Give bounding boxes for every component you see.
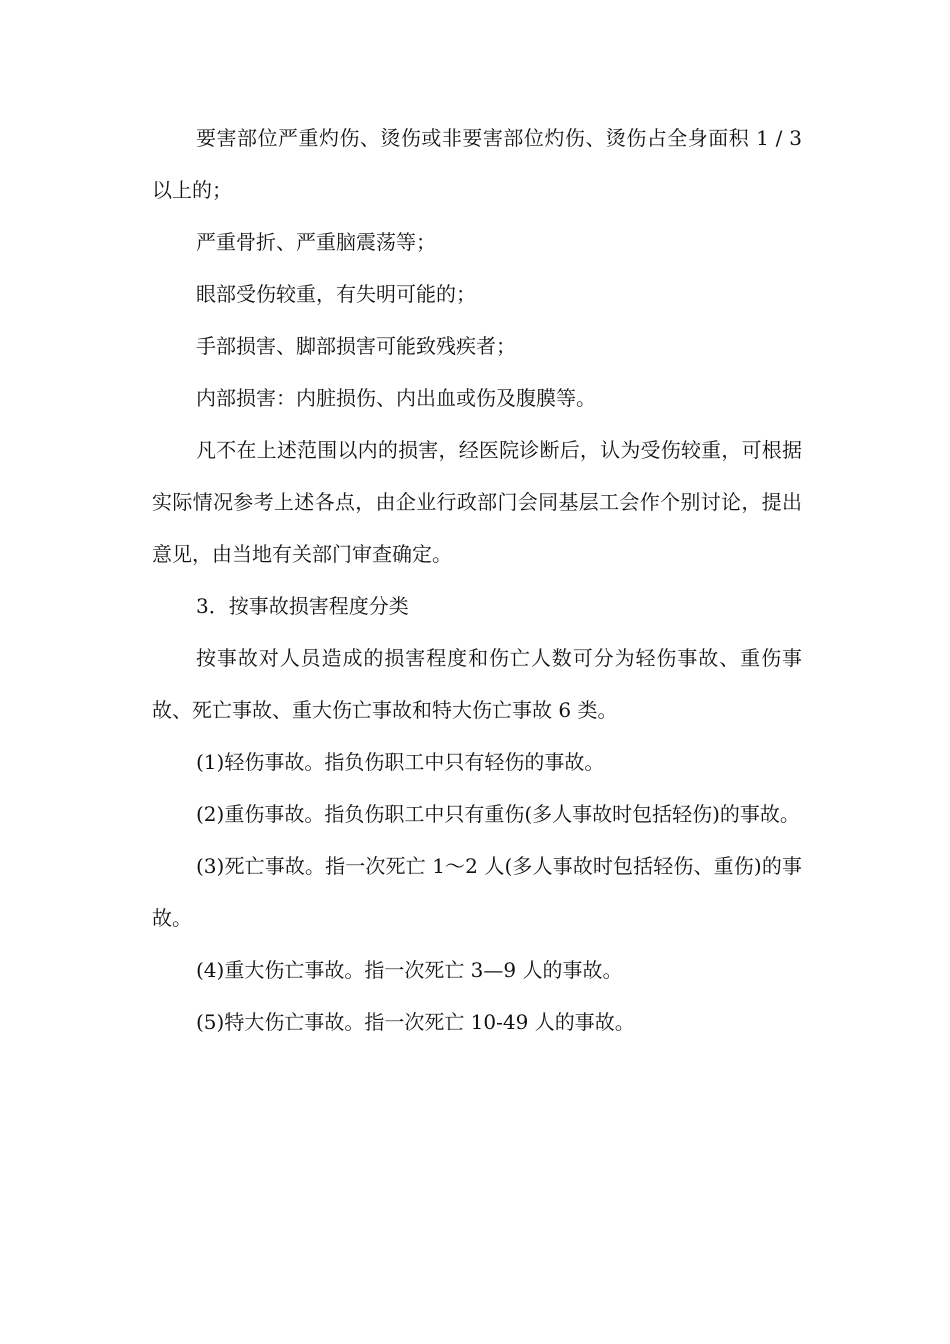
paragraph-hand-foot-injury: 手部损害、脚部损害可能致残疾者； (196, 334, 516, 358)
paragraph-burn-injury: 要害部位严重灼伤、烫伤或非要害部位灼伤、烫伤占全身面积 1 / 3 以上的； (152, 126, 802, 202)
paragraph-other-injury: 凡不在上述范围以内的损害，经医院诊断后，认为受伤较重，可根据实际情况参考上述各点，由企业行政部门会同基层工会作个别讨论，提出意见，由当地有关部门审查确定。 (152, 438, 802, 566)
paragraph-eye-injury: 眼部受伤较重，有失明可能的； (196, 282, 476, 306)
list-item-serious-injury: (2)重伤事故。指负伤职工中只有重伤(多人事故时包括轻伤)的事故。 (196, 802, 800, 826)
list-item-major-casualty: (4)重大伤亡事故。指一次死亡 3—9 人的事故。 (196, 958, 623, 982)
paragraph-internal-injury: 内部损害：内脏损伤、内出血或伤及腹膜等。 (196, 386, 596, 410)
document-body (152, 112, 802, 1048)
list-item-fatal-accident: (3)死亡事故。指一次死亡 1～2 人(多人事故时包括轻伤、重伤)的事故。 (152, 854, 802, 930)
list-item-extraordinary-casualty: (5)特大伤亡事故。指一次死亡 10-49 人的事故。 (196, 1010, 635, 1034)
section-heading: 3．按事故损害程度分类 (196, 594, 409, 618)
paragraph-classification-intro: 按事故对人员造成的损害程度和伤亡人数可分为轻伤事故、重伤事故、死亡事故、重大伤亡事故和特大伤亡事故 6 类。 (152, 646, 802, 722)
list-item-minor-injury: (1)轻伤事故。指负伤职工中只有轻伤的事故。 (196, 750, 605, 774)
paragraph-fracture: 严重骨折、严重脑震荡等； (196, 230, 436, 254)
